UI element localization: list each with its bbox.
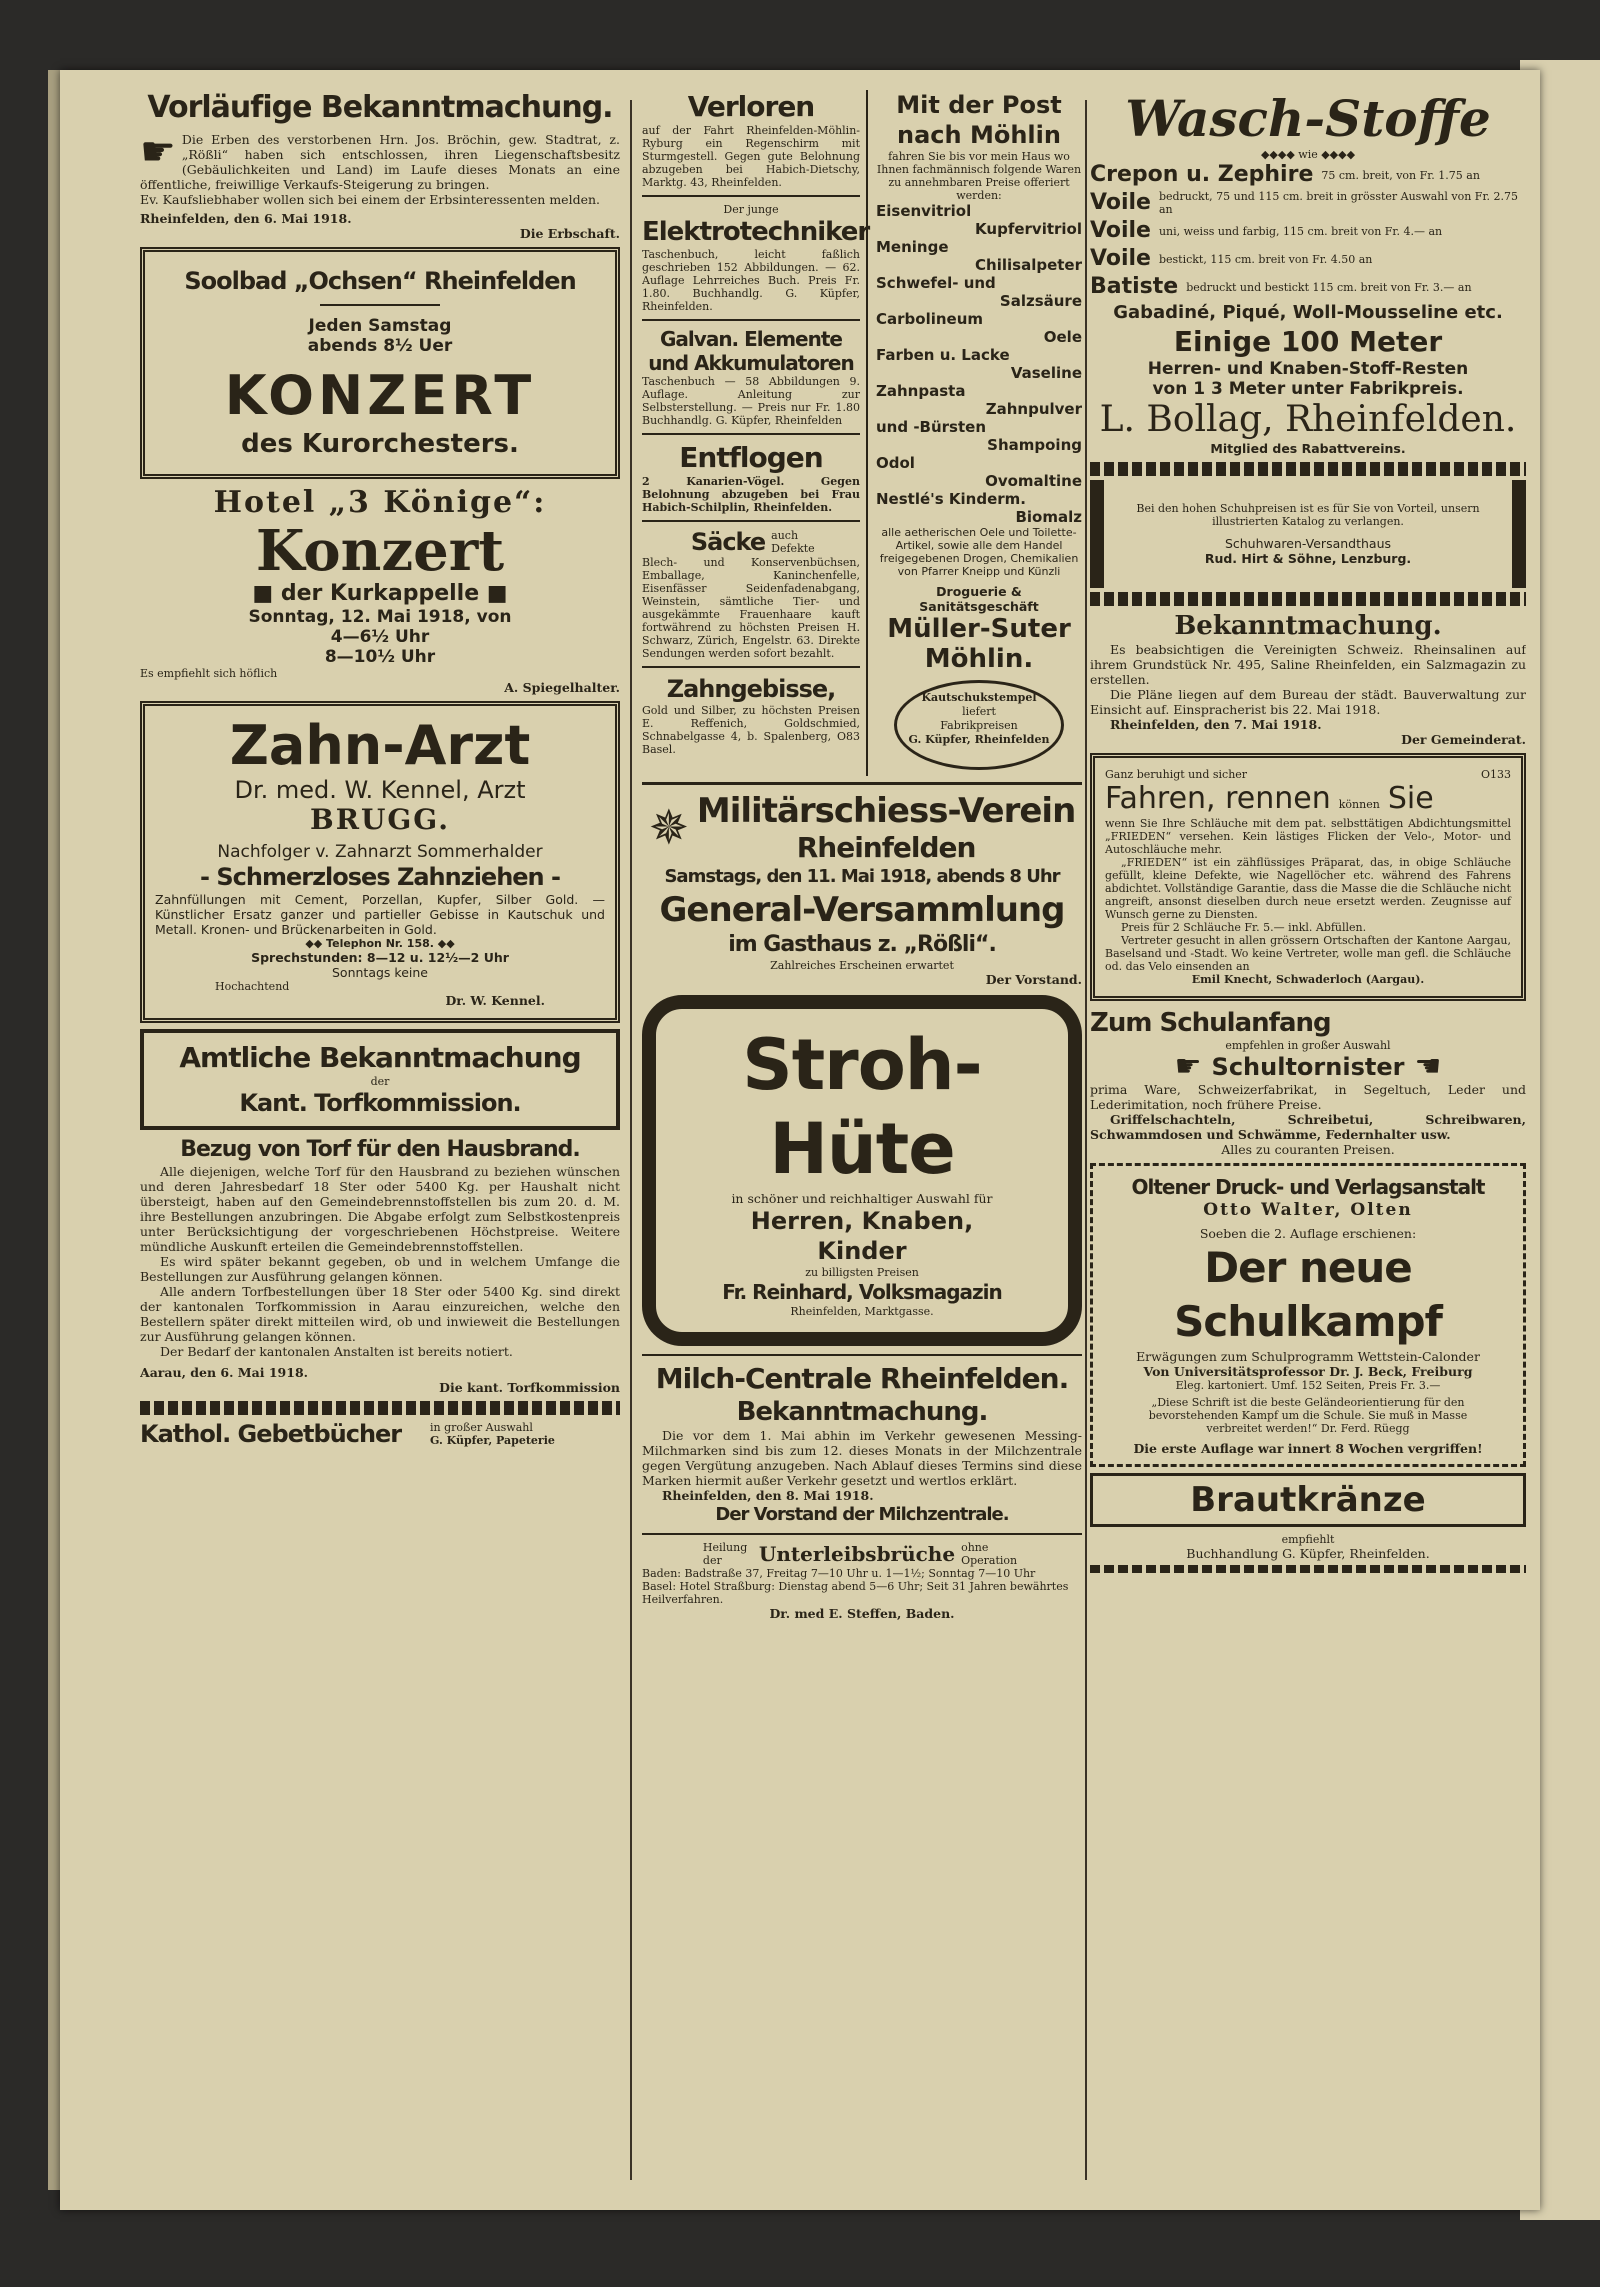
- pointing-hand-icon: ☛: [140, 129, 176, 175]
- list-item: Oele: [1043, 328, 1082, 346]
- list-item: Ovomaltine: [985, 472, 1082, 490]
- list-item: und -Bürsten: [876, 418, 987, 436]
- list-item: Farben u. Lacke: [876, 346, 1010, 364]
- ad-line: Baden: Badstraße 37, Freitag 7—10 Uhr u. 1—1½; Sonntag 7—10 Uhr: [642, 1567, 1036, 1580]
- ad-body: Griffelschachteln, Schreibetui, Schreibwaren, Schwammdosen und Schwämme, Federnhalter usw.: [1090, 1112, 1526, 1142]
- ad-moehlin: [876, 90, 1082, 770]
- ad-hours: Sprechstunden: 8—12 u. 12½—2 Uhr: [251, 950, 509, 965]
- ad-quote: „Diese Schrift ist die beste Geländeorientierung für den bevorstehenden Kampf um die Schule. Sie muß in Masse verbreitet werden!“ Dr. Ferd. Rüegg: [1148, 1396, 1468, 1435]
- divider-bar: [140, 1401, 620, 1415]
- ad-name: L. Bollag, Rheinfelden.: [1099, 399, 1517, 440]
- ad-body: Blech- und Konservenbüchsen, Emballage, Kaninchenfelle, Eisenfässer Seidenfadenabgang, Weinstein, sämtliche Tier- und ausgekämmte Frauenhaare kauft fortwährend zu höchsten Preisen H. Schwarz, Zürich, Engelstr. 63. Direkte Sendungen werden sofort bezahlt.: [642, 556, 860, 660]
- ad-signature: Die Erbschaft.: [519, 226, 620, 241]
- divider: [642, 195, 860, 197]
- middle-right-subcolumn: [876, 90, 1082, 776]
- ad-body: alle aetherischen Oele und Toilette-Artikel, sowie alle dem Handel freigegebenen Drogen, Chemikalien von Pfarrer Kneipp und Künzli: [879, 526, 1079, 578]
- ad-sub: Kant. Torfkommission.: [239, 1089, 521, 1117]
- ad-strohhuete: [642, 995, 1082, 1346]
- ad-militaer: [642, 791, 1082, 987]
- ad-sub: - Schmerzloses Zahnziehen -: [200, 863, 560, 891]
- ad-saecke: [642, 528, 860, 660]
- ad-bekanntmachung: [1090, 610, 1526, 747]
- ad-line: Basel: Hotel Straßburg: Dienstag abend 5—6 Uhr; Seit 31 Jahren bewährtes Heilverfahren.: [642, 1580, 1069, 1606]
- ad-signature: Die kant. Torfkommission: [439, 1380, 620, 1395]
- ad-line: von 1 3 Meter unter Fabrikpreis.: [1152, 379, 1464, 399]
- list-item: Odol: [876, 454, 915, 472]
- ad-paragraph: Alle andern Torfbestellungen über 18 Ster oder 5400 Kg. sind direkt der kantonalen Torfkommission in Aarau einzureichen, welche den Bestellern später direkt mitteilen wird, ob und inwieweit die Bestellungen zur Ausführung gelangen können.: [140, 1284, 620, 1344]
- ad-big: Zahn-Arzt: [229, 714, 531, 777]
- ad-body: 2 Kanarien-Vögel. Gegen Belohnung abzugeben bei Frau Habich-Schilplin, Rheinfelden.: [642, 475, 860, 514]
- ad-unterleib: [642, 1541, 1082, 1621]
- ad-body: Taschenbuch — 58 Abbildungen 9. Auflage. Anleitung zur Selbsterstellung. — Preis nur Fr. 1.80 Buchhandlg. G. Küpfer, Rheinfelden: [642, 375, 860, 427]
- ad-paragraph: Alle diejenigen, welche Torf für den Hausbrand zu beziehen wünschen und deren Jahresbedarf 18 Ster oder 5400 Kg. per Haushalt nicht übersteigt, haben auf den Gemeindebrennstoffstellen bis zum 20. d. M. ihre Bestellungen anzubringen. Die Abgabe erfolgt zum Selbstkostenpreis unter Berücksichtigung der vorgeschriebenen Höchstpreise. Weitere mündliche Auskunft erteilen die Gemeindebrennstoffstellen.: [140, 1164, 620, 1254]
- ad-title: Zum Schulanfang: [1090, 1008, 1331, 1038]
- fabric-description: bedruckt, 75 und 115 cm. breit in grösster Auswahl von Fr. 2.75 an: [1158, 190, 1518, 216]
- ad-title: Militärschiess-Verein: [696, 791, 1076, 831]
- middle-left-subcolumn: [642, 90, 868, 776]
- ad-time: 8—10½ Uhr: [324, 647, 436, 667]
- ad-date: Rheinfelden, den 8. Mai 1918.: [662, 1488, 874, 1503]
- ad-title: Fahren, rennen: [1105, 781, 1331, 816]
- ad-milchcentrale: [642, 1362, 1082, 1527]
- ad-side: auch Defekte: [771, 529, 815, 555]
- ad-city: Rheinfelden: [796, 831, 976, 864]
- ad-paragraph: Preis für 2 Schläuche Fr. 5.— inkl. Abfüllen.: [1121, 921, 1367, 934]
- ad-line: in großer Auswahl: [430, 1421, 533, 1434]
- divider: [642, 666, 860, 668]
- list-item: Carbolineum: [876, 310, 984, 328]
- ad-sub: Bekanntmachung.: [736, 1397, 988, 1427]
- ad-signature: A. Spiegelhalter.: [504, 680, 620, 695]
- stamp-text: G. Küpfer, Rheinfelden: [908, 733, 1050, 746]
- ad-title: Galvan. Elemente und Akkumulatoren: [648, 327, 854, 375]
- fabric-label: Voile: [1090, 190, 1151, 215]
- list-item: Kupfervitriol: [975, 220, 1082, 238]
- divider: [320, 304, 440, 306]
- ad-city: Rheinfelden, Marktgasse.: [790, 1305, 934, 1318]
- column-left: [140, 90, 620, 2190]
- ad-shop: Droguerie & Sanitätsgeschäft: [919, 584, 1039, 614]
- ad-time: 4—6½ Uhr: [330, 627, 430, 647]
- ad-greeting: Hochachtend: [215, 980, 290, 993]
- ad-title: Amtliche Bekanntmachung: [179, 1041, 581, 1074]
- ad-line: Kinder: [817, 1237, 907, 1265]
- ad-sub: empfiehlt: [1281, 1533, 1335, 1546]
- pointing-hand-left-icon: ☚: [1414, 1049, 1442, 1084]
- ad-gebetbuecher: [140, 1419, 620, 1449]
- list-item: Zahnpulver: [985, 400, 1082, 418]
- ad-galvan: [642, 327, 860, 427]
- ad-title: Verloren: [687, 90, 815, 123]
- fabric-label: Voile: [1090, 218, 1151, 243]
- ad-code: O133: [1480, 768, 1511, 781]
- ad-title: Unterleibsbrüche: [758, 1542, 956, 1566]
- list-item: Zahnpasta: [876, 382, 966, 400]
- fabric-label: Voile: [1090, 246, 1151, 271]
- divider-bar: [1090, 1565, 1526, 1573]
- ad-line: Herren, Knaben,: [750, 1207, 974, 1235]
- ad-line: G. Küpfer, Papeterie: [430, 1434, 555, 1447]
- fabric-description: bedruckt und bestickt 115 cm. breit von Fr. 3.— an: [1186, 280, 1472, 294]
- ad-body: Die Pläne liegen auf dem Bureau der städt. Bauverwaltung zur Einsicht auf. Einspracherist bis 22. Mai 1918.: [1090, 687, 1526, 717]
- ad-date: Samstags, den 11. Mai 1918, abends 8 Uhr: [664, 866, 1060, 887]
- column-rule: [1085, 100, 1087, 2180]
- list-item: Vaseline: [1010, 364, 1082, 382]
- ad-title: Bezug von Torf für den Hausbrand.: [180, 1137, 580, 1162]
- ad-line: der: [370, 1075, 390, 1088]
- list-item: Schwefel- und: [876, 274, 996, 292]
- ad-oltner: [1090, 1163, 1526, 1467]
- divider: [642, 520, 860, 522]
- ad-line: Jeden Samstag: [308, 316, 452, 336]
- ad-title: Milch-Centrale Rheinfelden.: [655, 1362, 1069, 1395]
- ad-signature: Dr. med E. Steffen, Baden.: [769, 1606, 955, 1621]
- ad-title: Kathol. Gebetbücher: [140, 1420, 402, 1448]
- ad-title: Hotel „3 Könige“:: [213, 485, 547, 520]
- ad-phone: ◆◆ Telephon Nr. 158. ◆◆: [305, 937, 455, 950]
- ad-intro: fahren Sie bis vor mein Haus wo Ihnen fachmännisch folgende Waren zu annehmbaren Preise offeriert werden:: [876, 150, 1082, 202]
- ad-note: Soeben die 2. Auflage erschienen:: [1199, 1226, 1417, 1241]
- ad-schuhwaren: [1090, 480, 1526, 588]
- ad-signature: Dr. W. Kennel.: [445, 993, 545, 1008]
- list-item: [1090, 273, 1526, 301]
- ad-zahnarzt: [140, 701, 620, 1023]
- stamp-text: Fabrikpreisen: [940, 719, 1018, 732]
- list-item: Chilisalpeter: [975, 256, 1082, 274]
- fabric-label: Batiste: [1090, 274, 1179, 299]
- ad-place: im Gasthaus z. „Rößli“.: [728, 932, 996, 957]
- ad-line: ◆◆◆◆ wie ◆◆◆◆: [1260, 148, 1356, 161]
- ad-big: General-Versammlung: [659, 890, 1065, 930]
- ad-signature: Der Gemeinderat.: [1401, 732, 1526, 747]
- list-item: Shampoing: [987, 436, 1082, 454]
- ad-name: Buchhandlung G. Küpfer, Rheinfelden.: [1186, 1546, 1430, 1561]
- column-middle: [642, 90, 1082, 2190]
- ad-title: Wasch-Stoffe: [1125, 90, 1491, 148]
- ad-zahngebisse: [642, 674, 860, 756]
- ad-signature: Der Vorstand.: [985, 972, 1082, 987]
- ad-line: Gabadiné, Piqué, Woll-Mousseline etc.: [1113, 302, 1503, 323]
- ad-paragraph: Vertreter gesucht in allen grössern Ortschaften der Kantone Aargau, Baselsand und -Stadt. Wo keine Vertreter, wolle man gefl. die Schläuche od. das Velo einsenden an: [1105, 934, 1511, 973]
- ad-hotel: [140, 485, 620, 695]
- ad-sub: Erwägungen zum Schulprogramm Wettstein-Calonder: [1136, 1349, 1480, 1364]
- ad-signature: Der Vorstand der Milchzentrale.: [715, 1504, 1009, 1525]
- ad-body: Zahnfüllungen mit Cement, Porzellan, Kupfer, Silber Gold. — Künstlicher Ersatz ganzer und partieller Gebisse in Kautschuk und Metall. Kronen- und Brückenarbeiten in Gold.: [155, 892, 605, 937]
- ad-sub: Schuhwaren-Versandthaus: [1224, 536, 1392, 551]
- ad-vorlaeufige: [140, 90, 620, 241]
- ad-fahren: [1090, 753, 1526, 1001]
- list-item: Eisenvitriol: [876, 202, 972, 220]
- list-item: Meninge: [876, 238, 949, 256]
- ad-body: Ev. Kaufsliebhaber wollen sich bei einem der Erbsinteressenten melden.: [140, 192, 600, 207]
- ad-name: Rud. Hirt & Söhne, Lenzburg.: [1204, 551, 1412, 566]
- ad-title: Vorläufige Bekanntmachung.: [147, 90, 613, 125]
- ad-title: Zahngebisse,: [666, 675, 836, 703]
- item-list: [876, 202, 1082, 526]
- ad-city: Möhlin.: [924, 644, 1034, 674]
- list-item: Biomalz: [1015, 508, 1082, 526]
- ad-elektro: [642, 203, 870, 313]
- fabric-list: [1090, 161, 1526, 301]
- ad-body: Die Erben des verstorbenen Hrn. Jos. Bröchin, gew. Stadtrat, z. „Rößli“ haben sich entschlossen, ihren Liegenschaftsbesitz (Gebäulichkeiten und Land) im Laufe dieses Monats an eine öffentliche, freiwillige Verkaufs-Steigerung zu bringen.: [140, 132, 620, 192]
- pointing-hand-icon: ☛: [1174, 1049, 1202, 1084]
- ad-title: Mit der Post nach Möhlin: [896, 91, 1062, 149]
- fabric-label: Crepon u. Zephire: [1090, 162, 1314, 187]
- ad-big: Konzert: [255, 518, 505, 584]
- ad-paragraph: Es wird später bekannt gegeben, ob und in welchem Umfange die Bestellungen zur Ausführung gelangen können.: [140, 1254, 620, 1284]
- ad-sub: in schöner und reichhaltiger Auswahl für: [731, 1191, 993, 1206]
- ad-body: prima Ware, Schweizerfabrikat, in Segeltuch, Leder und Lederimitation, noch frühere Preise.: [1090, 1082, 1526, 1112]
- ad-entflogen: [642, 441, 860, 514]
- ad-body: Gold und Silber, zu höchsten Preisen E. Reffenich, Goldschmied, Schnabelgasse 4, b. Spalenberg, O83 Basel.: [642, 704, 860, 756]
- ad-line: Herren- und Knaben-Stoff-Resten: [1147, 359, 1469, 379]
- column-right: [1090, 90, 1526, 2190]
- ad-title: Soolbad „Ochsen“ Rheinfelden: [184, 267, 576, 295]
- ad-big: Schultornister: [1211, 1053, 1405, 1081]
- column-rule: [630, 100, 632, 2180]
- ad-note: Es empfiehlt sich höflich: [140, 667, 278, 680]
- ad-line: Sonntags keine: [332, 965, 428, 980]
- ad-name: Otto Walter, Olten: [1203, 1200, 1413, 1220]
- ad-line: Sie: [1387, 781, 1434, 816]
- ad-line: können: [1338, 798, 1380, 811]
- ad-soolbad: [140, 247, 620, 479]
- ad-date: Aarau, den 6. Mai 1918.: [140, 1365, 308, 1380]
- ad-foot: Die erste Auflage war innert 8 Wochen vergriffen!: [1133, 1441, 1483, 1456]
- ad-amtliche: [140, 1029, 620, 1130]
- ad-verloren: [642, 90, 860, 189]
- divider: [642, 782, 1082, 785]
- ad-title: Säcke: [690, 528, 766, 556]
- stamp-logo: [894, 680, 1064, 770]
- ad-title: Oltener Druck- und Verlagsanstalt: [1131, 1175, 1485, 1199]
- ad-torf: [140, 1136, 620, 1395]
- list-item: [1090, 161, 1526, 189]
- list-item: Salzsäure: [999, 292, 1082, 310]
- ad-line: abends 8½ Uer: [307, 336, 453, 356]
- fabric-description: bestickt, 115 cm. breit von Fr. 4.50 an: [1158, 252, 1373, 266]
- ad-big: Stroh-Hüte: [742, 1024, 982, 1190]
- list-item: [1090, 245, 1526, 273]
- ad-line: Nachfolger v. Zahnarzt Sommerhalder: [217, 842, 543, 862]
- ad-name: Müller-Suter: [887, 614, 1071, 644]
- ad-city: BRUGG.: [310, 803, 450, 836]
- ad-note: Zahlreiches Erscheinen erwartet: [770, 959, 954, 972]
- ad-waschstoffe: [1090, 90, 1526, 456]
- ad-big: Einige 100 Meter: [1173, 325, 1443, 358]
- ad-body: Taschenbuch, leicht faßlich geschrieben 152 Abbildungen. — 62. Auflage Lehrreiches Buch. Preis Fr. 1.80. Buchhandlg. G. Küpfer, Rheinfelden.: [642, 248, 860, 313]
- ad-body: Bei den hohen Schuhpreisen ist es für Sie von Vorteil, unsern illustrierten Katalog zu verlangen.: [1136, 502, 1480, 528]
- ad-pre: Der junge: [723, 203, 779, 216]
- ad-big: Der neue Schulkampf: [1174, 1243, 1442, 1346]
- divider: [642, 433, 860, 435]
- ad-date: Sonntag, 12. Mai 1918, von: [248, 607, 512, 627]
- ad-line: des Kurorchesters.: [241, 429, 519, 459]
- ad-title: Entflogen: [679, 441, 823, 474]
- stamp-text: Kautschukstempel: [921, 691, 1037, 704]
- ad-date: Rheinfelden, den 7. Mai 1918.: [1110, 717, 1322, 732]
- ad-big: KONZERT: [224, 364, 536, 427]
- stamp-text: liefert: [962, 705, 996, 718]
- ad-side: Heilung der: [702, 1541, 748, 1567]
- divider: [642, 1354, 1082, 1356]
- ad-sub: empfehlen in großer Auswahl: [1225, 1039, 1391, 1052]
- ad-author: Von Universitätsprofessor Dr. J. Beck, Freiburg: [1143, 1364, 1473, 1379]
- ad-line: Mitglied des Rabattvereins.: [1210, 441, 1406, 456]
- newspaper-page: [60, 70, 1540, 2210]
- ad-body: auf der Fahrt Rheinfelden-Möhlin-Ryburg ein Regenschirm mit Sturmgestell. Gegen gute Belohnung abzugeben bei Habich-Dietschy, Marktg. 43, Rheinfelden.: [642, 124, 860, 189]
- ad-title: Bekanntmachung.: [1174, 611, 1442, 641]
- ad-price: Eleg. kartoniert. Umf. 152 Seiten, Preis Fr. 3.—: [1175, 1379, 1441, 1392]
- ad-body: Es beabsichtigen die Vereinigten Schweiz. Rheinsalinen auf ihrem Grundstück Nr. 495, Saline Rheinfelden, ein Salzmagazin zu erstellen.: [1090, 642, 1526, 687]
- ad-title: Brautkränze: [1190, 1480, 1426, 1520]
- ad-paragraph: „FRIEDEN“ ist ein zähflüssiges Präparat, das, in obige Schläuche gefüllt, kleine Defekte, wie Nagellöcher etc. während des Fahrens abdichtet. Vollständige Garantie, dass die Masse die die Schläuche nicht angreift, ansonst dieselben durch neue ersetzt werden. Zeugnisse auf Wunsch gerne zu Diensten.: [1105, 856, 1512, 921]
- ad-date: Rheinfelden, den 6. Mai 1918.: [140, 211, 352, 226]
- divider: [642, 319, 860, 321]
- ad-body: Alles zu couranten Preisen.: [1221, 1142, 1395, 1157]
- divider-bar: [1090, 462, 1526, 476]
- ad-body: Die vor dem 1. Mai abhin im Verkehr gewesenen Messing-Milchmarken sind bis zum 12. dieses Monats in der Milchzentrale gegen Vergütung anzugeben. Nach Ablauf dieses Termins sind diese Marken hiermit außer Verkehr gesetzt und wertlos erklärt.: [642, 1428, 1082, 1488]
- ad-paragraph: Der Bedarf der kantonalen Anstalten ist bereits notiert.: [160, 1344, 513, 1359]
- ad-name: Fr. Reinhard, Volksmagazin: [722, 1280, 1002, 1304]
- list-item: [1090, 217, 1526, 245]
- ad-top: Ganz beruhigt und sicher: [1105, 768, 1248, 781]
- divider: [642, 1533, 1082, 1535]
- ad-sub: ■ der Kurkappelle ■: [252, 581, 508, 606]
- ad-title: Elektrotechniker: [642, 217, 870, 247]
- fabric-description: uni, weiss und farbig, 115 cm. breit von Fr. 4.— an: [1158, 224, 1443, 238]
- ad-brautkraenze: [1090, 1473, 1526, 1573]
- divider-bar: [1090, 592, 1526, 606]
- ad-side: ohne Operation: [961, 1541, 1018, 1567]
- ad-schulanfang: [1090, 1007, 1526, 1157]
- ad-paragraph: wenn Sie Ihre Schläuche mit dem pat. selbsttätigen Abdichtungsmittel „FRIEDEN“ versehen. Kein lästiges Flicken der Velo-, Motor- und Autoschläuche mehr.: [1105, 817, 1511, 856]
- list-item: [1090, 189, 1526, 217]
- list-item: Nestlé's Kinderm.: [876, 490, 1026, 508]
- ad-price: zu billigsten Preisen: [805, 1266, 919, 1279]
- ad-signature: Emil Knecht, Schwaderloch (Aargau).: [1191, 973, 1425, 986]
- crossed-rifles-emblem-icon: ✵: [648, 800, 689, 856]
- ad-name: Dr. med. W. Kennel, Arzt: [234, 776, 526, 804]
- fabric-description: 75 cm. breit, von Fr. 1.75 an: [1321, 168, 1480, 182]
